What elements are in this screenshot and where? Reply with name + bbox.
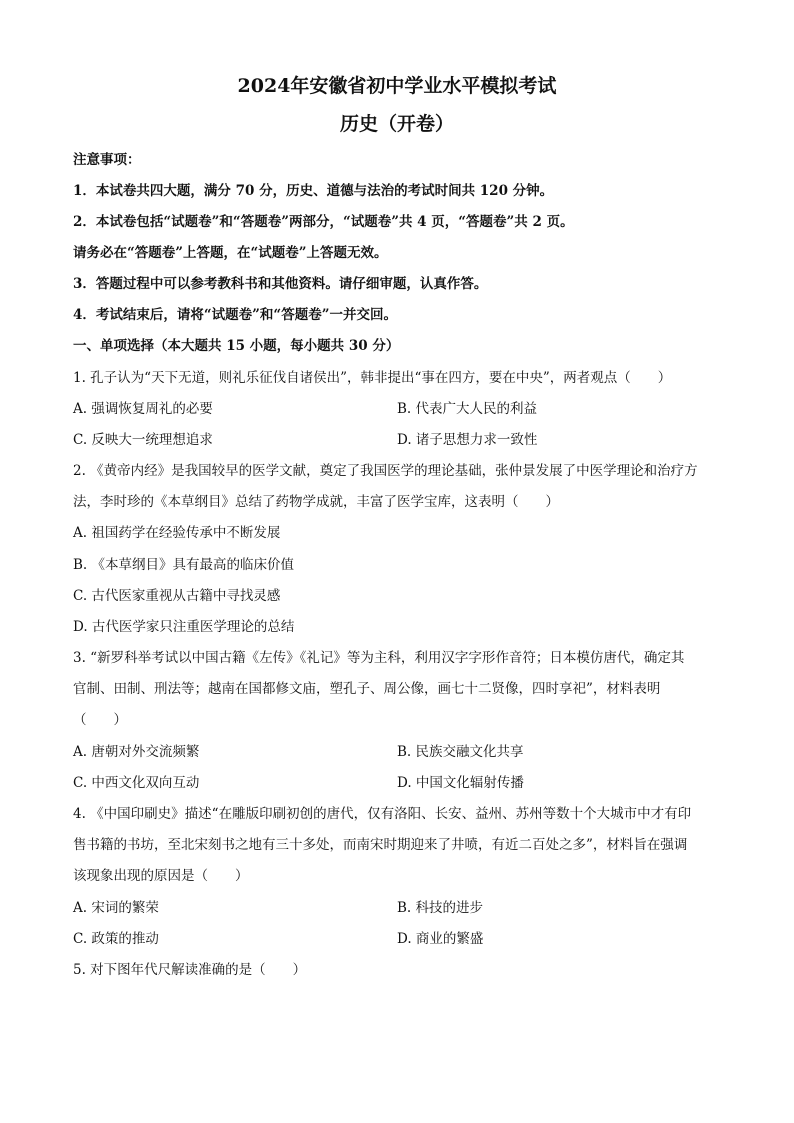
answer-option: C. 政策的推动 (73, 931, 159, 947)
exam-subtitle: 历史（开卷） (339, 113, 454, 135)
question-stem: 3. “新罗科举考试以中国古籍《左传》《礼记》等为主科，利用汉字字形作音符；日本模仿唐代，确定其 (73, 650, 685, 666)
notice-item: 1．本试卷共四大题，满分 70 分，历史、道德与法治的考试时间共 120 分钟。 (73, 183, 554, 199)
answer-option: B. 科技的进步 (397, 900, 484, 916)
question-stem: 5. 对下图年代尺解读准确的是（ ） (73, 962, 307, 978)
exam-title: 2024年安徽省初中学业水平模拟考试 (237, 75, 557, 97)
question-stem: 售书籍的书坊，至北宋刻书之地有三十多处，而南宋时期迎来了井喷，有近二百处之多”，材料旨在强调 (73, 837, 688, 853)
notice-item: 2．本试卷包括“试题卷”和“答题卷”两部分，“试题卷”共 4 页，“答题卷”共 2 页。 (73, 214, 574, 230)
question-stem: 该现象出现的原因是（ ） (73, 868, 249, 884)
answer-option: D. 商业的繁盛 (397, 931, 484, 947)
question-stem: 4. 《中国印刷史》描述“在雕版印刷初创的唐代，仅有洛阳、长安、益州、苏州等数十个大城市中才有印 (73, 806, 692, 822)
question-stem: 法，李时珍的《本草纲目》总结了药物学成就，丰富了医学宝库，这表明（ ） (73, 494, 559, 510)
answer-option: C. 反映大一统理想追求 (73, 432, 213, 448)
answer-option: B. 《本草纲目》具有最高的临床价值 (73, 557, 295, 573)
notice-item: 3．答题过程中可以参考教科书和其他资料。请仔细审题，认真作答。 (73, 276, 488, 292)
question-stem: 1. 孔子认为“天下无道，则礼乐征伐自诸侯出”，韩非提出“事在四方，要在中央”，两者观点（ ） (73, 370, 672, 386)
answer-option: A. 强调恢复周礼的必要 (73, 401, 213, 417)
question-stem: 官制、田制、刑法等；越南在国都修文庙，塑孔子、周公像，画七十二贤像，四时享祀”，材料表明 (73, 681, 661, 697)
answer-option: B. 代表广大人民的利益 (397, 401, 538, 417)
notice-heading: 注意事项： (73, 152, 141, 168)
answer-option: A. 祖国药学在经验传承中不断发展 (73, 525, 281, 541)
section-heading: 一、单项选择（本大题共 15 小题，每小题共 30 分） (73, 338, 400, 354)
notice-item: 4．考试结束后，请将“试题卷”和“答题卷”一并交回。 (73, 307, 397, 323)
answer-option: D. 中国文化辐射传播 (397, 775, 524, 791)
answer-option: C. 中西文化双向互动 (73, 775, 200, 791)
answer-option: C. 古代医家重视从古籍中寻找灵感 (73, 588, 281, 604)
notice-item: 请务必在“答题卷”上答题，在“试题卷”上答题无效。 (73, 245, 388, 261)
answer-option: A. 宋词的繁荣 (73, 900, 159, 916)
answer-option: B. 民族交融文化共享 (397, 744, 524, 760)
question-stem: 2. 《黄帝内经》是我国较早的医学文献，奠定了我国医学的理论基础，张仲景发展了中医学理论和治疗方 (73, 463, 698, 479)
answer-option: D. 诸子思想力求一致性 (397, 432, 538, 448)
question-stem: （ ） (73, 712, 127, 728)
answer-option: D. 古代医学家只注重医学理论的总结 (73, 619, 295, 635)
answer-option: A. 唐朝对外交流频繁 (73, 744, 200, 760)
